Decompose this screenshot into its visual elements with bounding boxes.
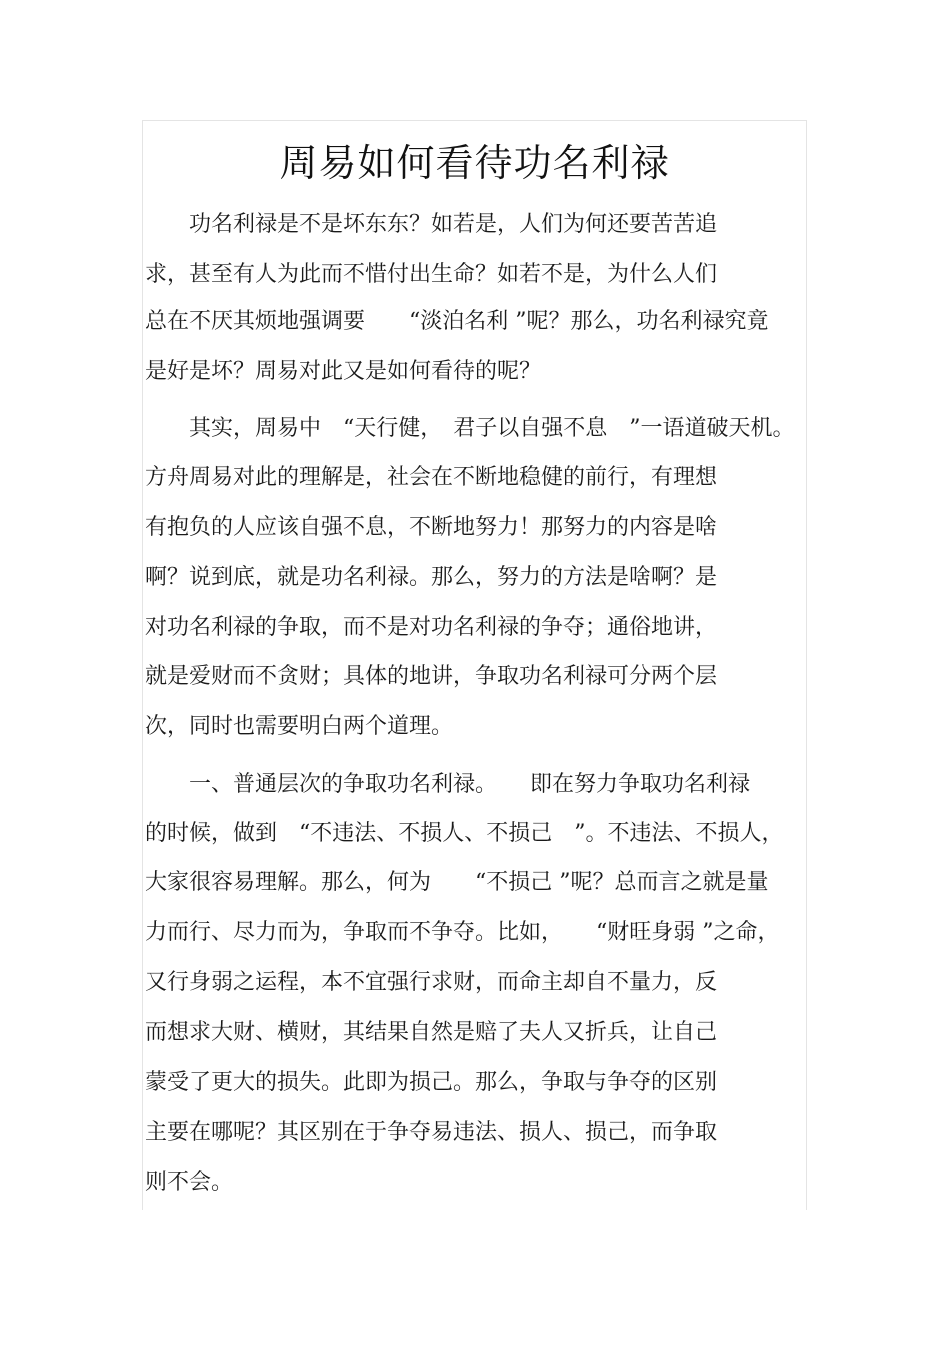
paragraph-line: 求，甚至有人为此而不惜付出生命？如若不是，为什么人们 <box>145 262 718 287</box>
paragraph-line: 而想求大财、横财，其结果自然是赔了夫人又折兵，让自己 <box>145 1020 718 1045</box>
document-title: 周易如何看待功名利禄 <box>279 141 670 185</box>
paragraph-line: 总在不厌其烦地强调要 “淡泊名利 ”呢？那么，功名利禄究竟 <box>145 309 769 334</box>
paragraph-line: 蒙受了更大的损失。此即为损己。那么，争取与争夺的区别 <box>145 1070 718 1095</box>
paragraph-line: 的时候，做到 “不违法、不损人、不损己 ”。不违法、不损人， <box>145 821 784 846</box>
paragraph-line: 对功名利禄的争取，而不是对功名利禄的争夺；通俗地讲， <box>145 615 718 640</box>
paragraph-line: 力而行、尽力而为，争取而不争夺。比如， “财旺身弱 ”之命， <box>145 920 780 945</box>
paragraph-line: 主要在哪呢？其区别在于争夺易违法、损人、损己，而争取 <box>145 1120 718 1145</box>
paragraph-line: 是好是坏？周易对此又是如何看待的呢？ <box>145 359 542 384</box>
paragraph-line: 啊？说到底，就是功名利禄。那么，努力的方法是啥啊？是 <box>145 565 718 590</box>
paragraph-line: 功名利禄是不是坏东东？如若是，人们为何还要苦苦追 <box>145 212 718 237</box>
paragraph-line: 又行身弱之运程，本不宜强行求财，而命主却自不量力，反 <box>145 970 718 995</box>
paragraph-line: 就是爱财而不贪财；具体的地讲，争取功名利禄可分两个层 <box>145 664 718 689</box>
paragraph-line: 则不会。 <box>145 1170 234 1195</box>
paragraph-line: 有抱负的人应该自强不息，不断地努力！那努力的内容是啥 <box>145 515 718 540</box>
paragraph-line: 其实，周易中 “天行健， 君子以自强不息 ”一语道破天机。 <box>145 416 795 441</box>
paragraph-line: 一、普通层次的争取功名利禄。 即在努力争取功名利禄 <box>145 772 751 797</box>
paragraph-line: 次，同时也需要明白两个道理。 <box>145 714 454 739</box>
paragraph-line: 方舟周易对此的理解是，社会在不断地稳健的前行，有理想 <box>145 465 718 490</box>
paragraph-line: 大家很容易理解。那么，何为 “不损己 ”呢？总而言之就是量 <box>145 870 769 895</box>
